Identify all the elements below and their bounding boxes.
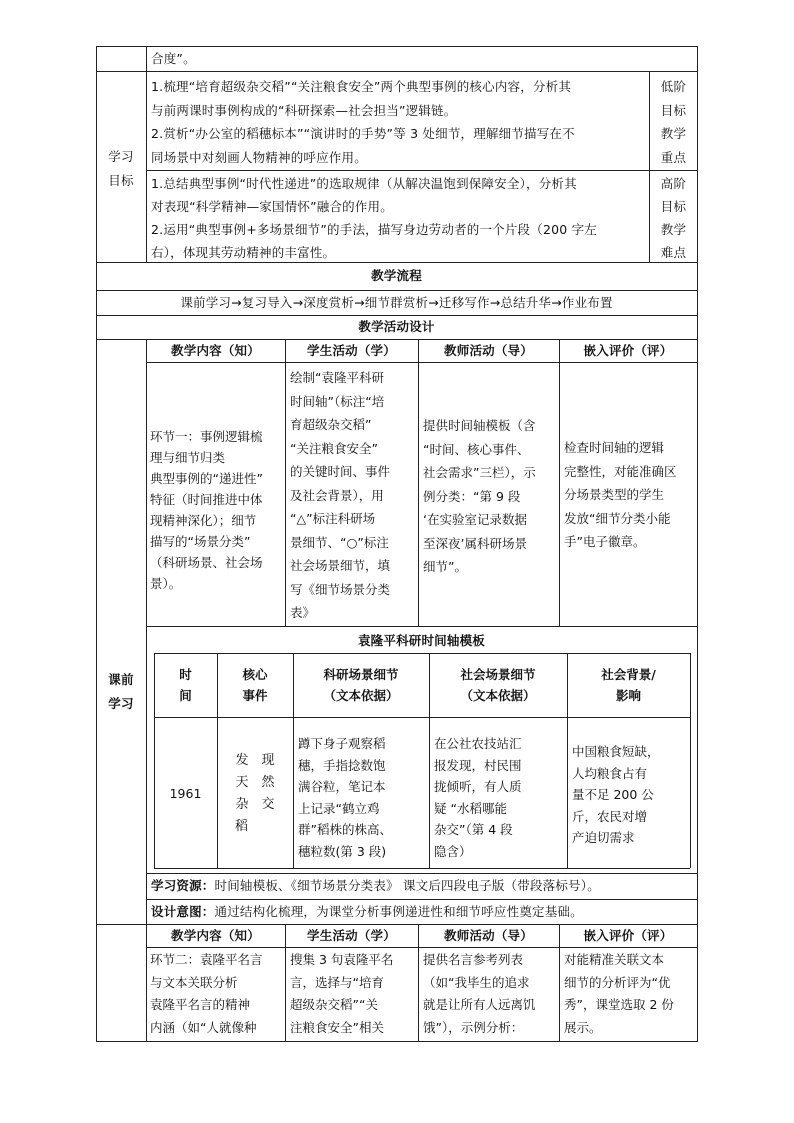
text-line: （文本依据） xyxy=(323,688,399,703)
objectives-label xyxy=(96,145,146,193)
header-content: 教学内容（知） xyxy=(171,343,260,358)
text-line: 细节的分析评为“优 xyxy=(564,974,671,990)
header-teacher-2: 教师活动（导） xyxy=(444,928,533,943)
text-line: 秀”，课堂选取 2 份 xyxy=(564,997,674,1012)
row1-content xyxy=(150,426,284,594)
text-line: 袁隆平名言的精神 xyxy=(150,997,251,1012)
intent-label: 设计意图： xyxy=(151,904,215,919)
table-border-left xyxy=(96,46,97,1042)
text-line: 典型事例的“递进性” xyxy=(150,471,263,486)
text-line: 对能精准关联文本 xyxy=(564,952,665,967)
objectives-label-line1: 学习 xyxy=(108,149,134,164)
text-line: 斤，农民对增 xyxy=(572,808,648,824)
text-line: 社会场景细节，填 xyxy=(290,558,391,573)
text-line: 特征（时间推进中体 xyxy=(150,492,263,507)
header-student: 学生活动（学） xyxy=(307,343,396,358)
text-line: 时 xyxy=(179,667,192,682)
text-line: 理与细节归类 xyxy=(150,450,226,465)
objective-line: 右），体现其劳动精神的丰富性。 xyxy=(151,245,336,260)
timeline-line xyxy=(154,653,690,654)
text-line: 事件 xyxy=(242,688,268,703)
text-line: “关注粮食安全” xyxy=(290,440,378,456)
tag-line: 教学 xyxy=(660,126,687,141)
objectives-label-line2: 目标 xyxy=(108,173,134,188)
text-line: 检查时间轴的逻辑 xyxy=(564,440,665,455)
table-border-top xyxy=(96,46,697,47)
top-continuation: 合度”。 xyxy=(151,51,196,66)
intent-text: 通过结构化梳理，为课堂分析事例递进性和细节呼应性奠定基础。 xyxy=(214,904,583,919)
resources-text: 时间轴模板、《细节场景分类表》 课文后四段电子版（带段落标号）。 xyxy=(214,878,600,893)
timeline-line xyxy=(690,653,691,868)
objective-line: 同场景中对刻画人物精神的呼应作用。 xyxy=(151,149,367,165)
tag-line: 目标 xyxy=(660,102,687,118)
text-line: 景细节、“○”标注 xyxy=(290,534,389,550)
text-line: 就是让所有人远离饥 xyxy=(423,997,536,1012)
row1-eval xyxy=(564,436,697,554)
text-line: 人均粮食占有 xyxy=(572,765,648,781)
text-line: 超级杂交稻”“关 xyxy=(290,997,378,1012)
text-line: 蹲下身子观察稻 xyxy=(298,736,386,751)
timeline-header-social xyxy=(429,664,567,706)
text-line: 穗，手指捻数饱 xyxy=(298,757,386,773)
tag-line: 高阶 xyxy=(660,176,687,191)
text-line: 提供名言参考列表 xyxy=(423,952,524,967)
timeline-title: 袁隆平科研时间轴模板 xyxy=(357,633,485,648)
row2-content xyxy=(150,949,284,1039)
text-line: （如“我毕生的追求 xyxy=(423,974,530,990)
high-objective-tag xyxy=(650,172,697,264)
text-line: 的关键时间、事件 xyxy=(290,464,391,479)
text-line: 展示。 xyxy=(564,1019,602,1035)
objective-line: 2.运用“典型事例+多场景细节”的手法，描写身边劳动者的一个片段（200 字左 xyxy=(151,222,597,237)
text-line: 细节”。 xyxy=(423,559,467,574)
text-line: 上记录“鹤立鸡 xyxy=(298,800,380,816)
header-eval: 嵌入评价（评） xyxy=(583,343,673,358)
row-line xyxy=(146,947,697,948)
text-line: 现精神深化）；细节 xyxy=(150,513,257,528)
text-line: 报发现，村民围 xyxy=(434,757,522,773)
text-line: ‘在实验室记录数据 xyxy=(423,512,527,527)
text-line: 隐含） xyxy=(434,843,472,859)
low-objectives xyxy=(151,75,647,169)
text-line: “时间、核心事件、 xyxy=(423,441,530,457)
flow-title: 教学流程 xyxy=(371,268,422,283)
timeline-background xyxy=(572,741,689,849)
tag-line: 重点 xyxy=(660,149,687,165)
text-line: 科研场景细节 xyxy=(323,667,399,682)
objective-line: 1.梳理“培育超级杂交稻”“关注粮食安全”两个典型事例的核心内容，分析其 xyxy=(151,79,572,94)
timeline-research xyxy=(298,733,428,862)
text-line: 社会需求”三栏），示 xyxy=(423,465,536,480)
text-line: 与文本关联分析 xyxy=(150,974,238,990)
header-eval-2: 嵌入评价（评） xyxy=(583,928,673,943)
text-line: 至深夜’属科研场景 xyxy=(423,535,527,551)
tag-line: 目标 xyxy=(660,199,687,214)
text-line: 表》 xyxy=(290,605,316,620)
objective-line: 与前两课时事例构成的“科研探索—社会担当”逻辑链。 xyxy=(151,102,457,118)
objective-line: 1.总结典型事例“时代性递进”的选取规律（从解决温饱到保障安全），分析其 xyxy=(151,176,577,191)
text-line: 发 现 xyxy=(235,753,275,768)
pre-label-line2: 学习 xyxy=(108,696,134,711)
text-line: 量不足 200 公 xyxy=(572,787,654,802)
header-content-2: 教学内容（知） xyxy=(171,928,260,943)
text-line: 景）。 xyxy=(150,576,182,591)
text-line: 在公社农技站汇 xyxy=(434,736,522,751)
tag-line: 教学 xyxy=(660,222,687,237)
row2-student xyxy=(290,949,418,1039)
table-border-right xyxy=(697,46,698,1042)
text-line: “△”标注科研场 xyxy=(290,511,376,526)
flow-steps: 课前学习→复习导入→深度赏析→细节群赏析→迁移写作→总结升华→作业布置 xyxy=(180,295,613,310)
resources-row xyxy=(151,875,696,896)
text-line: 及社会背景），用 xyxy=(290,487,384,503)
tag-line: 低阶 xyxy=(660,79,687,94)
timeline-header-event xyxy=(217,664,293,706)
text-line: 杂交”（第 4 段 xyxy=(434,822,513,837)
text-line: 环节一：事例逻辑梳 xyxy=(150,429,263,444)
col-line xyxy=(418,339,419,626)
row2-eval xyxy=(564,949,697,1039)
row1-teacher xyxy=(423,414,559,579)
text-line: （科研场景、社会场 xyxy=(150,555,263,570)
objective-line: 对表现“科学精神—家国情怀”融合的作用。 xyxy=(151,199,393,214)
row-line xyxy=(146,362,697,363)
intent-row xyxy=(151,901,696,922)
timeline-header-research xyxy=(293,664,429,706)
label-divider-top xyxy=(146,46,147,262)
timeline-line xyxy=(154,717,690,718)
text-line: 产迫切需求 xyxy=(572,830,635,845)
text-line: 提供时间轴模板（含 xyxy=(423,418,536,433)
text-line: 社会场景细节 xyxy=(460,667,536,682)
tag-line: 难点 xyxy=(660,245,687,260)
col-line xyxy=(559,339,560,626)
text-line: 发放“细节分类小能 xyxy=(564,510,671,526)
row-line xyxy=(146,899,697,900)
text-line: 疑 “水稻哪能 xyxy=(434,800,507,816)
text-line: 群”稻株的株高、 xyxy=(298,822,392,837)
table-border-bottom xyxy=(96,1041,697,1042)
row2-teacher xyxy=(423,949,559,1039)
text-line: 搜集 3 句袁隆平名 xyxy=(290,952,394,967)
header-student-2: 学生活动（学） xyxy=(307,928,396,943)
text-line: 绘制“袁隆平科研 xyxy=(290,370,384,385)
text-line: 拢倾听，有人质 xyxy=(434,779,522,794)
text-line: 杂 交 xyxy=(235,797,275,812)
timeline-line xyxy=(154,868,690,869)
text-line: 满谷粒，笔记本 xyxy=(298,779,386,794)
high-objectives xyxy=(151,172,647,264)
pre-label-line1: 课前 xyxy=(108,672,134,687)
text-line: 间 xyxy=(179,688,192,703)
timeline-year: 1961 xyxy=(169,786,202,801)
timeline-header-time xyxy=(154,664,217,706)
text-line: 例分类：“第 9 段 xyxy=(423,488,521,504)
timeline-social xyxy=(434,733,566,862)
row-line xyxy=(96,290,697,291)
timeline-event xyxy=(217,750,293,838)
text-line: 分场景类型的学生 xyxy=(564,487,665,502)
text-line: 内涵（如“人就像种 xyxy=(150,1019,257,1035)
row-line xyxy=(146,873,697,874)
text-line: 天 然 xyxy=(235,775,275,790)
text-line: 言，选择与“培育 xyxy=(290,974,384,990)
text-line: 环节二：袁隆平名言 xyxy=(150,952,263,967)
text-line: 完整性，对能准确区 xyxy=(564,463,677,479)
text-line: 社会背景/ xyxy=(601,667,656,682)
col-line xyxy=(285,339,286,626)
text-line: 描写的“场景分类” xyxy=(150,534,251,549)
header-teacher: 教师活动（导） xyxy=(444,343,533,358)
pre-class-label xyxy=(96,668,146,716)
text-line: 写《细节场景分类 xyxy=(290,581,391,597)
text-line: 注粮食安全”相关 xyxy=(290,1019,384,1035)
text-line: 影响 xyxy=(615,688,641,703)
row-line xyxy=(146,626,697,627)
text-line: 穗粒数(第 3 段) xyxy=(298,843,387,859)
timeline-header-background xyxy=(567,664,690,706)
design-title: 教学活动设计 xyxy=(358,319,435,334)
objective-line: 2.赏析“办公室的稻穗标本”“演讲时的手势”等 3 处细节，理解细节描写在不 xyxy=(151,126,575,141)
row-line xyxy=(146,170,697,171)
text-line: 稻 xyxy=(235,819,249,834)
text-line: 核心 xyxy=(242,667,268,682)
row1-student xyxy=(290,366,418,625)
text-line: 育超级杂交稻” xyxy=(290,417,372,432)
resources-label: 学习资源： xyxy=(151,878,215,893)
row-line xyxy=(96,71,697,72)
text-line: 手”电子徽章。 xyxy=(564,534,646,549)
text-line: 中国粮食短缺， xyxy=(572,744,660,759)
text-line: 饿”），示例分析： xyxy=(423,1019,524,1035)
text-line: （文本依据） xyxy=(460,688,536,703)
low-objective-tag xyxy=(650,75,697,169)
text-line: 时间轴”（标注“培 xyxy=(290,393,385,409)
